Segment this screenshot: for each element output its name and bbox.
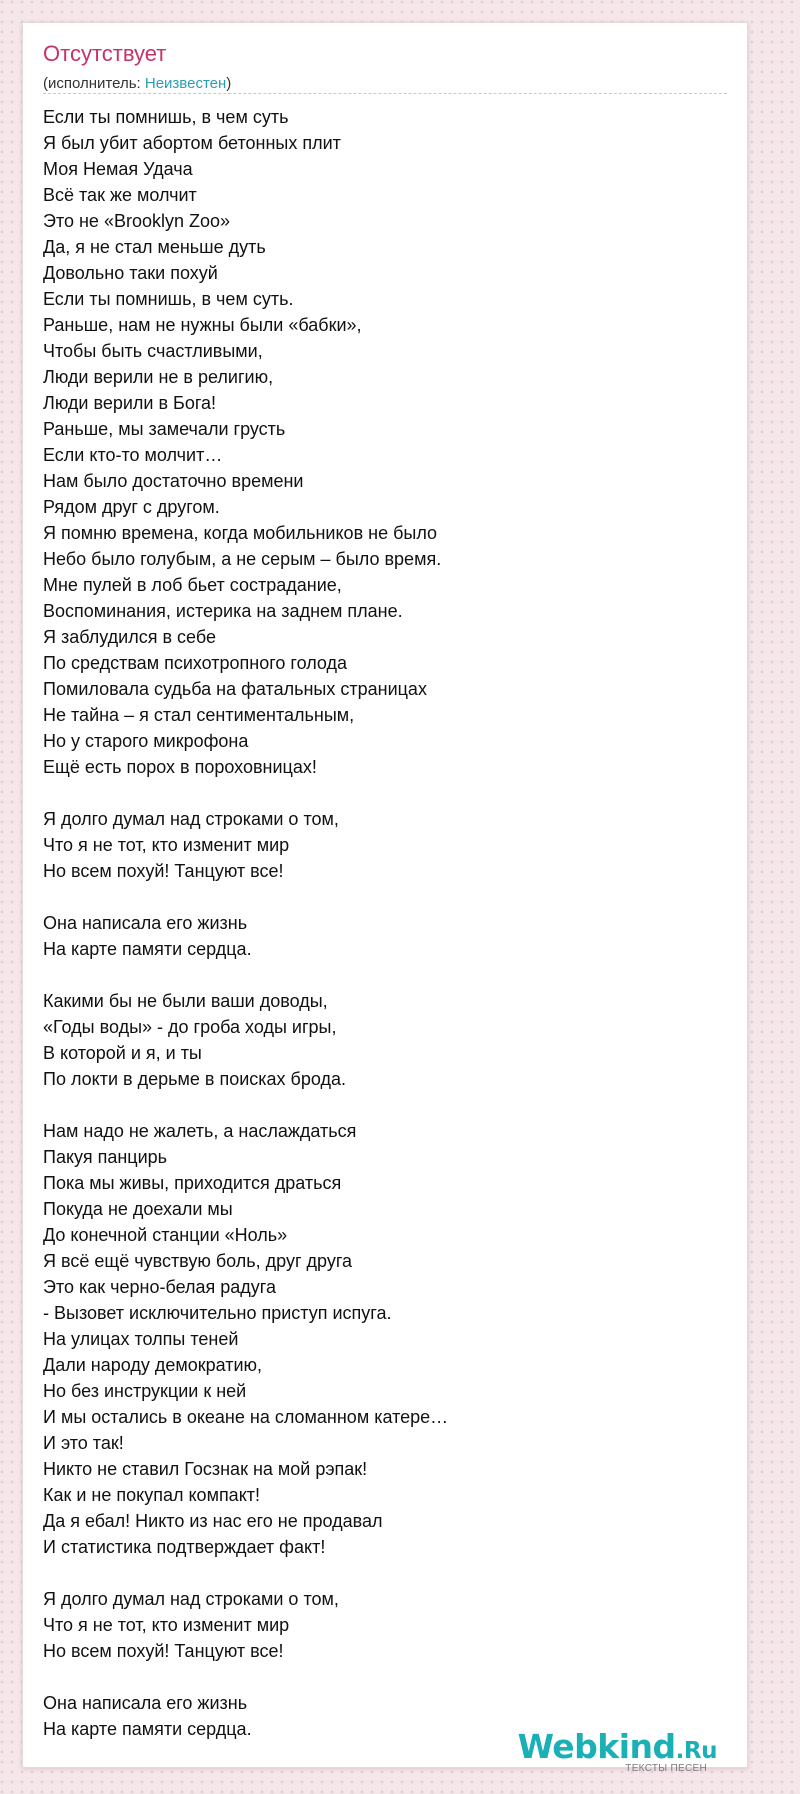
stanza-gap bbox=[43, 1560, 448, 1586]
lyric-line: Люди верили не в религию, bbox=[43, 367, 274, 387]
lyric-line: Это как черно-белая радуга bbox=[43, 1277, 276, 1297]
lyric-line: Но всем похуй! Танцуют все! bbox=[43, 861, 284, 881]
stanza-gap bbox=[43, 1664, 448, 1690]
lyric-line: Небо было голубым, а не серым – было время. bbox=[43, 549, 442, 569]
stanza-gap bbox=[43, 1092, 448, 1118]
song-title: Отсутствует bbox=[43, 41, 167, 66]
lyric-line: По средствам психотропного голода bbox=[43, 653, 348, 673]
lyric-line: Ещё есть порох в пороховницах! bbox=[43, 757, 317, 777]
lyric-line: Пока мы живы, приходится драться bbox=[43, 1173, 342, 1193]
lyrics-card bbox=[22, 22, 748, 1774]
lyric-line: Да я ебал! Никто из нас его не продавал bbox=[43, 1511, 383, 1531]
lyric-line: Никто не ставил Госзнак на мой рэпак! bbox=[43, 1459, 368, 1479]
lyric-line: Раньше, нам не нужны были «бабки», bbox=[43, 315, 362, 335]
lyric-line: И мы остались в океане на сломанном катере… bbox=[43, 1407, 449, 1427]
lyric-line: Если ты помнишь, в чем суть bbox=[43, 107, 289, 127]
lyric-line: Люди верили в Бога! bbox=[43, 393, 217, 413]
lyric-line: Она написала его жизнь bbox=[43, 913, 248, 933]
lyric-line: Но всем похуй! Танцуют все! bbox=[43, 1641, 284, 1661]
lyric-line: Я был убит абортом бетонных плит bbox=[43, 133, 341, 153]
lyric-line: Я всё ещё чувствую боль, друг друга bbox=[43, 1251, 353, 1271]
lyric-line: Не тайна – я стал сентиментальным, bbox=[43, 705, 355, 725]
lyric-line: И статистика подтверждает факт! bbox=[43, 1537, 326, 1557]
lyric-line: Что я не тот, кто изменит мир bbox=[43, 1615, 290, 1635]
lyric-line: На карте памяти сердца. bbox=[43, 1719, 252, 1739]
lyric-line: Я долго думал над строками о том, bbox=[43, 809, 339, 829]
lyric-line: Дали народу демократию, bbox=[43, 1355, 263, 1375]
lyric-line: На карте памяти сердца. bbox=[43, 939, 252, 959]
logo-suffix: .Ru bbox=[675, 1738, 717, 1764]
lyric-line: По локти в дерьме в поисках брода. bbox=[43, 1069, 347, 1089]
performer-link[interactable]: Неизвестен bbox=[144, 75, 227, 92]
lyric-line: Какими бы не были ваши доводы, bbox=[43, 991, 328, 1011]
lyric-line: Она написала его жизнь bbox=[43, 1693, 248, 1713]
lyric-line: Помиловала судьба на фатальных страницах bbox=[43, 679, 427, 699]
lyric-line: Мне пулей в лоб бьет сострадание, bbox=[43, 575, 342, 595]
lyric-line: Рядом друг с другом. bbox=[43, 497, 220, 517]
lyric-line: Я заблудился в себе bbox=[43, 627, 216, 647]
lyric-line: На улицах толпы теней bbox=[43, 1329, 239, 1349]
logo-main: Webkind bbox=[517, 1727, 676, 1766]
stanza-gap bbox=[43, 884, 448, 910]
lyric-line: Воспоминания, истерика на заднем плане. bbox=[43, 601, 403, 621]
stanza-gap bbox=[43, 962, 448, 988]
lyric-line: Нам было достаточно времени bbox=[43, 471, 304, 491]
lyric-line: Пакуя панцирь bbox=[43, 1147, 168, 1167]
performer-close: ) bbox=[226, 75, 232, 92]
lyric-line: Как и не покупал компакт! bbox=[43, 1485, 261, 1505]
lyric-line: Если кто-то молчит… bbox=[43, 445, 223, 465]
lyrics-text bbox=[43, 104, 448, 1742]
lyric-line: Это не «Brooklyn Zoo» bbox=[43, 211, 231, 231]
lyric-line: - Вызовет исключительно приступ испуга. bbox=[43, 1303, 392, 1323]
lyric-line: Но без инструкции к ней bbox=[43, 1381, 247, 1401]
lyric-line: Да, я не стал меньше дуть bbox=[43, 237, 266, 257]
lyric-line: До конечной станции «Ноль» bbox=[43, 1225, 288, 1245]
lyric-line: Я долго думал над строками о том, bbox=[43, 1589, 339, 1609]
header-divider bbox=[43, 93, 727, 94]
lyric-line: Всё так же молчит bbox=[43, 185, 197, 205]
lyric-line: Раньше, мы замечали грусть bbox=[43, 419, 286, 439]
site-tagline: ТЕКСТЫ ПЕСЕН bbox=[625, 1763, 707, 1774]
lyric-line: Но у старого микрофона bbox=[43, 731, 249, 751]
lyric-line: Довольно таки похуй bbox=[43, 263, 218, 283]
lyric-line: Моя Немая Удача bbox=[43, 159, 193, 179]
lyric-line: Покуда не доехали мы bbox=[43, 1199, 233, 1219]
stanza-gap bbox=[43, 780, 448, 806]
lyric-line: Если ты помнишь, в чем суть. bbox=[43, 289, 294, 309]
lyric-line: И это так! bbox=[43, 1433, 124, 1453]
performer-line bbox=[43, 75, 231, 92]
lyric-line: Нам надо не жалеть, а наслаждаться bbox=[43, 1121, 357, 1141]
lyric-line: Чтобы быть счастливыми, bbox=[43, 341, 263, 361]
lyric-line: Что я не тот, кто изменит мир bbox=[43, 835, 290, 855]
lyric-line: Я помню времена, когда мобильников не было bbox=[43, 523, 438, 543]
performer-label: (исполнитель: bbox=[43, 75, 145, 92]
lyric-line: В которой и я, и ты bbox=[43, 1043, 202, 1063]
lyric-line: «Годы воды» - до гроба ходы игры, bbox=[43, 1017, 337, 1037]
